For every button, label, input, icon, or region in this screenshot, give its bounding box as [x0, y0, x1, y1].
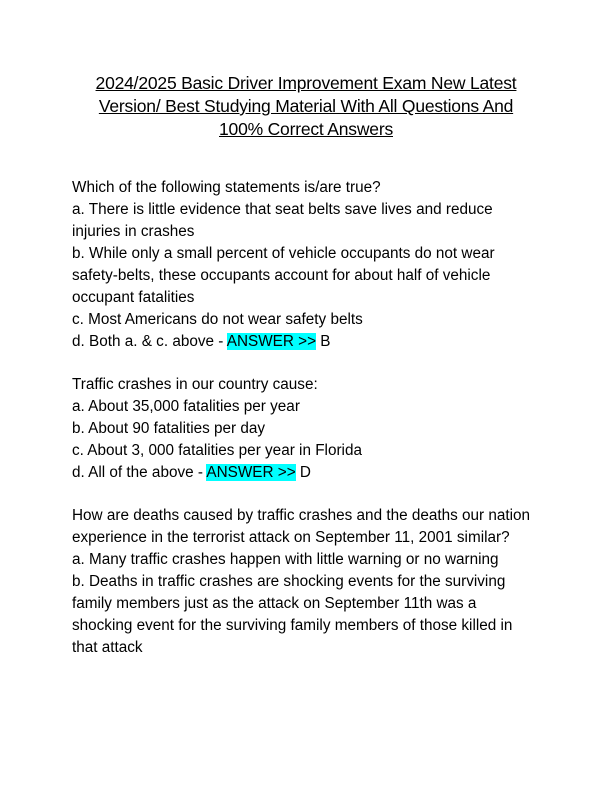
option-b: b. While only a small percent of vehicle occupants do not wear safety-belts, these occupants account for about half of vehicle occupant fatalities [72, 245, 495, 306]
question-text: Traffic crashes in our country cause: [72, 376, 318, 393]
answer-label: ANSWER >> [226, 333, 317, 350]
question-text: How are deaths caused by traffic crashes and the deaths our nation experience in the terrorist attack on September 11, 2001 similar? [72, 507, 531, 546]
question-1 [72, 177, 540, 353]
option-a: a. There is little evidence that seat belts save lives and reduce injuries in crashes [72, 201, 493, 240]
option-d: d. All of the above - [72, 464, 207, 481]
answer-value: D [299, 464, 311, 481]
option-d: d. Both a. & c. above - [72, 333, 227, 350]
question-3 [72, 505, 540, 659]
question-text: Which of the following statements is/are true? [72, 179, 381, 196]
document-title: 2024/2025 Basic Driver Improvement Exam New Latest Version/ Best Studying Material With All Questions And 100% Correct Answers [95, 73, 517, 139]
question-2 [72, 374, 540, 484]
option-d-with-answer [72, 331, 540, 353]
option-d-with-answer [72, 462, 540, 484]
option-a: a. Many traffic crashes happen with little warning or no warning [72, 551, 499, 568]
option-b: b. Deaths in traffic crashes are shocking events for the surviving family members just as the attack on September 11th was a shocking event for the surviving family members of those killed in that attack [72, 573, 513, 656]
answer-value: B [320, 333, 331, 350]
option-c: c. Most Americans do not wear safety belts [72, 311, 363, 328]
answer-label: ANSWER >> [206, 464, 296, 481]
option-c: c. About 3, 000 fatalities per year in Florida [72, 442, 362, 459]
option-b: b. About 90 fatalities per day [72, 420, 266, 437]
option-a: a. About 35,000 fatalities per year [72, 398, 300, 415]
